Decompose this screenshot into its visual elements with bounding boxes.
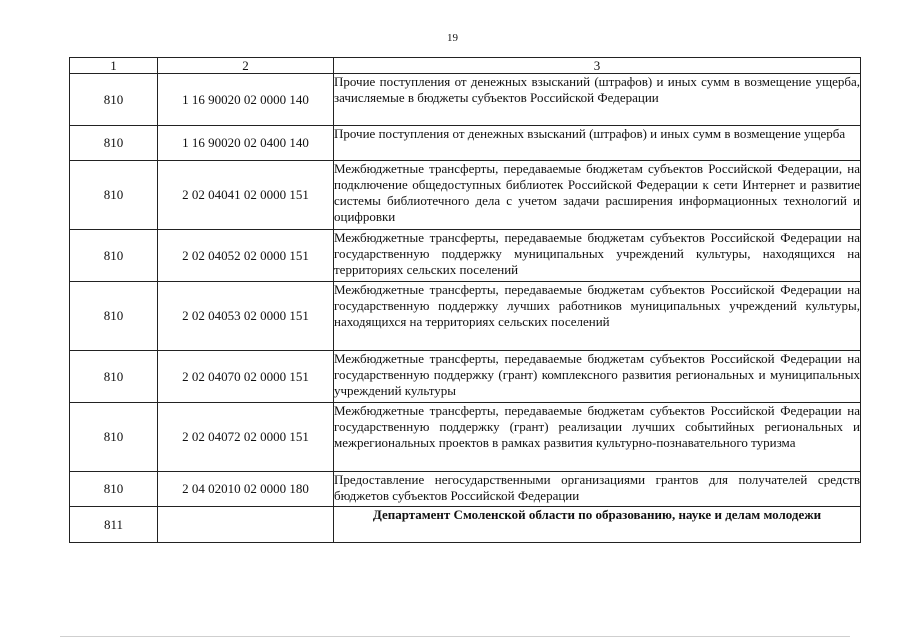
budget-code-cell: 2 02 04053 02 0000 151 — [158, 282, 334, 351]
table-row — [70, 403, 861, 472]
table-row — [70, 74, 861, 126]
description-cell: Межбюджетные трансферты, передаваемые бюджетам субъектов Российской Федерации, на подключение общедоступных библиотек Российской Федерации к сети Интернет и развитие системы библиотечного дела с учетом задачи расширения информационных технологий и оцифровки — [334, 161, 861, 230]
description-cell: Прочие поступления от денежных взысканий (штрафов) и иных сумм в возмещение ущерба — [334, 126, 861, 161]
table-row — [70, 126, 861, 161]
description-cell: Прочие поступления от денежных взысканий (штрафов) и иных сумм в возмещение ущерба, зачисляемые в бюджеты субъектов Российской Федерации — [334, 74, 861, 126]
admin-code-cell: 810 — [70, 351, 158, 403]
description-cell: Межбюджетные трансферты, передаваемые бюджетам субъектов Российской Федерации на государственную поддержку (грант) реализации лучших событийных региональных и межрегиональных проектов в рамках развития культурно-познавательного туризма — [334, 403, 861, 472]
page-bottom-rule — [60, 636, 850, 637]
budget-code-cell: 2 02 04072 02 0000 151 — [158, 403, 334, 472]
description-cell: Межбюджетные трансферты, передаваемые бюджетам субъектов Российской Федерации на государственную поддержку муниципальных учреждений культуры, находящихся на территориях сельских поселений — [334, 230, 861, 282]
table-row — [70, 507, 861, 543]
budget-code-cell — [158, 507, 334, 543]
admin-code-cell: 810 — [70, 403, 158, 472]
budget-code-cell: 1 16 90020 02 0400 140 — [158, 126, 334, 161]
column-header-3: 3 — [334, 58, 861, 74]
admin-code-cell: 810 — [70, 126, 158, 161]
admin-code-cell: 810 — [70, 74, 158, 126]
admin-code-cell: 810 — [70, 472, 158, 507]
page-number: 19 — [447, 32, 458, 44]
table-row — [70, 472, 861, 507]
budget-code-cell: 2 02 04052 02 0000 151 — [158, 230, 334, 282]
description-cell: Предоставление негосударственными организациями грантов для получателей средств бюджетов субъектов Российской Федерации — [334, 472, 861, 507]
budget-code-cell: 1 16 90020 02 0000 140 — [158, 74, 334, 126]
table-row — [70, 230, 861, 282]
budget-code-cell: 2 04 02010 02 0000 180 — [158, 472, 334, 507]
table-row — [70, 282, 861, 351]
admin-code-cell: 810 — [70, 161, 158, 230]
admin-code-cell: 810 — [70, 230, 158, 282]
budget-code-cell: 2 02 04041 02 0000 151 — [158, 161, 334, 230]
budget-code-cell: 2 02 04070 02 0000 151 — [158, 351, 334, 403]
department-heading-cell: Департамент Смоленской области по образованию, науке и делам молодежи — [334, 507, 861, 543]
table-row — [70, 161, 861, 230]
table-header-row — [70, 58, 861, 74]
column-header-1: 1 — [70, 58, 158, 74]
admin-code-cell: 810 — [70, 282, 158, 351]
admin-code-cell: 811 — [70, 507, 158, 543]
description-cell: Межбюджетные трансферты, передаваемые бюджетам субъектов Российской Федерации на государственную поддержку лучших работников муниципальных учреждений культуры, находящихся на территориях сельских поселений — [334, 282, 861, 351]
column-header-2: 2 — [158, 58, 334, 74]
description-cell: Межбюджетные трансферты, передаваемые бюджетам субъектов Российской Федерации на государственную поддержку (грант) комплексного развития региональных и муниципальных учреждений культуры — [334, 351, 861, 403]
table-row — [70, 351, 861, 403]
revenue-classification-table — [69, 57, 861, 543]
